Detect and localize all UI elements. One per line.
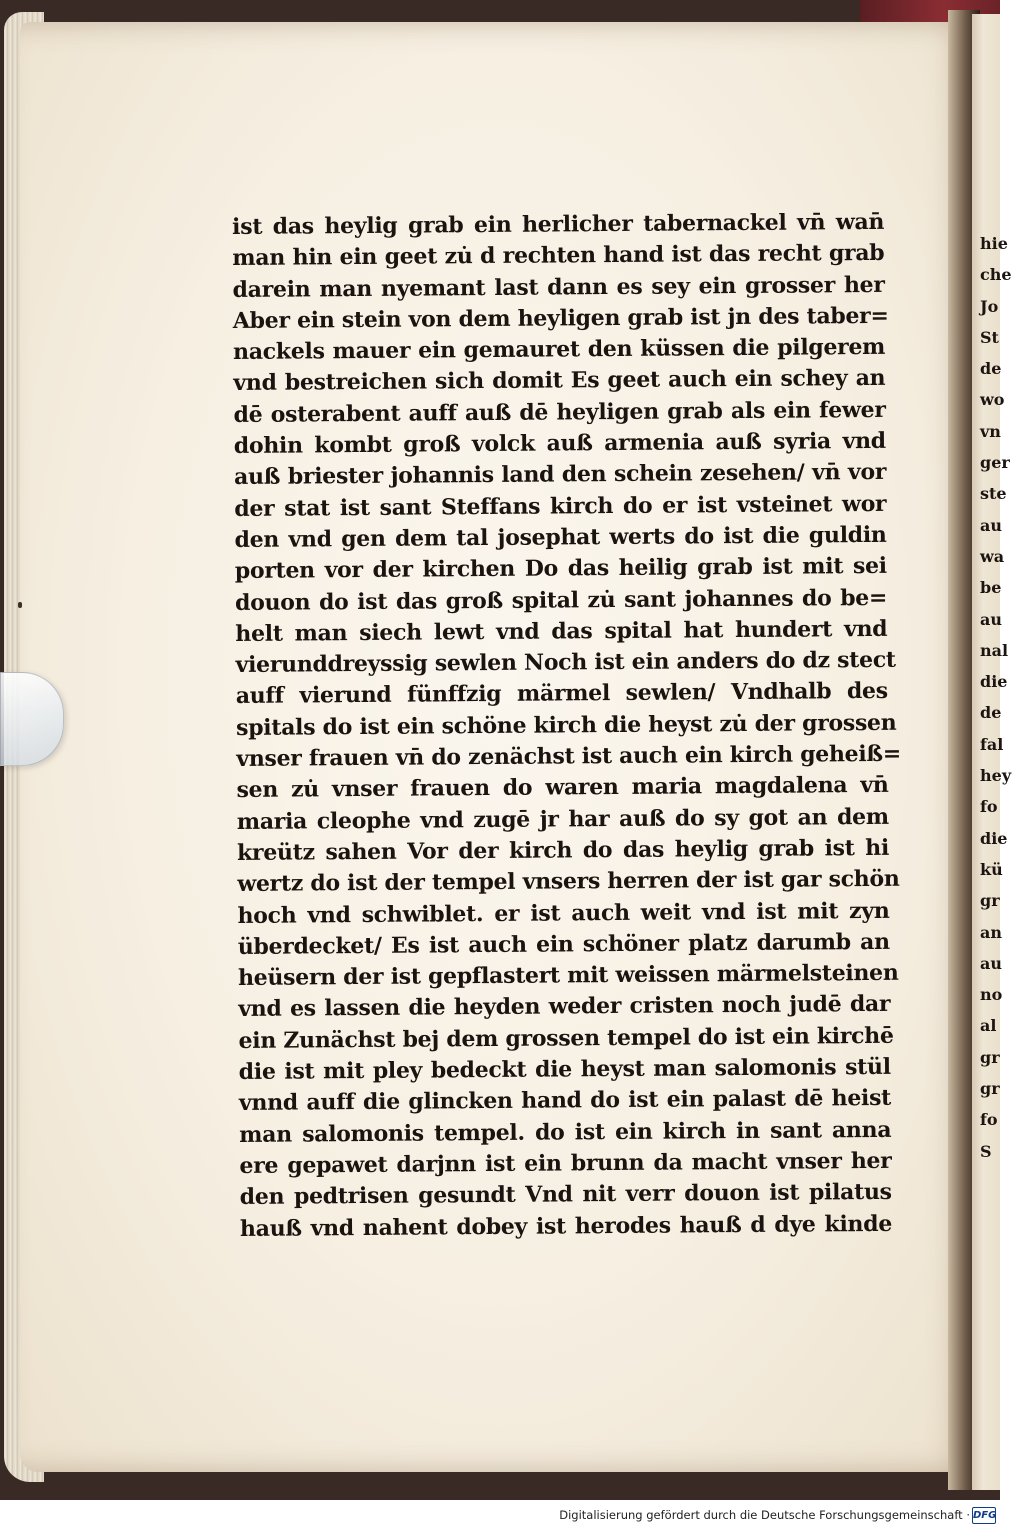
text-line: der stat ist sant Steffans kirch do er ist vsteinet wor [234,490,887,522]
recto-fragment: die [980,828,1008,848]
text-line: dē osterabent auff auß dē heyligen grab als ein fewer [233,396,886,428]
recto-fragment: gr [980,1047,1000,1067]
recto-fragment: de [980,359,1002,379]
text-line: dohin kombt groß volck auß armenia auß syria vnd [233,427,886,460]
text-line: vnnd auff die glincken hand do ist ein palast dē heist [238,1085,892,1117]
recto-fragment: hey [980,766,1012,786]
text-line: ere gepawet darjnn ist ein brunn da macht vnser her [239,1147,892,1179]
text-line: den pedtrisen gesundt Vnd nit verr douon ist pilatus [239,1179,892,1211]
margin-spot [18,602,22,608]
text-line: ein Zunächst bej dem grossen tempel do ist ein kirchē [238,1022,894,1054]
text-line: hoch vnd schwiblet. er ist auch weit vnd ist mit zyn [237,897,890,929]
recto-fragment: ste [980,484,1007,504]
recto-fragment: die [980,672,1008,692]
recto-fragment: gr [980,891,1000,911]
recto-fragment: al [980,1016,997,1036]
text-line: auff vierund fünffzig märmel sewlen/ Vndhalb des [235,678,888,710]
recto-text-fragments [980,228,1012,1167]
recto-fragment: fo [980,1110,998,1130]
recto-fragment: nal [980,640,1009,660]
recto-fragment: be [980,578,1002,598]
text-line: den vnd gen dem tal josephat werts do ist die guldin [234,521,887,553]
recto-fragment: Jo [980,296,999,316]
text-line: helt man siech lewt vnd das spital hat hundert vnd [235,615,888,647]
recto-fragment: vn [980,421,1001,441]
recto-fragment: au [980,515,1002,535]
recto-fragment: de [980,703,1002,723]
recto-fragment: fal [980,734,1004,754]
text-line: ist das heylig grab ein herlicher tabernackel vn̄ wan̄ [232,208,885,240]
text-line: darein man nyemant last dann es sey ein grosser her [232,271,885,303]
text-line: heüsern der ist gepflastert mit weissen märmelsteinen [237,959,899,992]
text-line: maria cleophe vnd zugē jr har auß do sy got an dem [236,803,889,835]
dfg-logo-icon: DFG [972,1507,996,1524]
text-block [232,207,902,1245]
text-line: nackels mauer ein gemauret den küssen die pilgerem [232,334,886,366]
text-line: vnd bestreichen sich domit Es geet auch ein schey an [233,365,886,397]
text-line: vnd es lassen die heyden weder cristen noch judē dar [238,991,891,1023]
funding-credit: Digitalisierung gefördert durch die Deutsche Forschungsgemeinschaft · [559,1508,970,1522]
recto-fragment: no [980,985,1003,1005]
text-line: sen zu̇ vnser frauen do waren maria magdalena vn̄ [236,772,889,804]
recto-fragment: gr [980,1079,1000,1099]
text-line: man salomonis tempel. do ist ein kirch in sant anna [239,1116,892,1148]
text-line: hauß vnd nahent dobey ist herodes hauß d dye kinde [239,1210,893,1242]
text-line: kreütz sahen Vor der kirch do das heylig grab ist hi [236,834,890,866]
recto-fragment: au [980,953,1002,973]
text-line: man hin ein geet zu̇ d rechten hand ist das recht grab [232,240,885,272]
recto-fragment: hie [980,234,1008,253]
recto-fragment: che [980,265,1012,285]
text-line: die ist mit pley bedeckt die heyst man salomonis stül [238,1053,891,1085]
recto-fragment: an [980,922,1002,942]
text-line: douon do ist das groß spital zu̇ sant johannes do be= [234,584,888,616]
text-line: spitals do ist ein schöne kirch die heyst zu̇ der grossen [235,709,897,741]
recto-fragment: kü [980,859,1003,879]
text-line: Aber ein stein von dem heyligen grab ist jn des taber= [232,302,889,334]
recto-fragment: au [980,609,1002,629]
recto-fragment: wa [980,546,1005,566]
recto-fragment: St [980,327,999,347]
text-line: überdecket/ Es ist auch ein schöner platz darumb an [237,928,890,960]
recto-fragment: fo [980,797,998,817]
text-line: wertz do ist der tempel vnsers herren der ist gar schön [237,866,900,898]
text-line: auß briester johannis land den schein zesehen/ vn̄ vor [233,459,887,491]
recto-fragment: wo [980,390,1005,410]
recto-fragment: S [980,1141,992,1161]
text-line: vnser frauen vn̄ do zenächst ist auch ein kirch geheiß= [236,740,902,773]
recto-fragment: ger [980,453,1010,473]
text-line: porten vor der kirchen Do das heilig grab ist mit sei [234,553,887,585]
text-line: vierunddreyssig sewlen Noch ist ein anders do dz stect [235,646,896,679]
